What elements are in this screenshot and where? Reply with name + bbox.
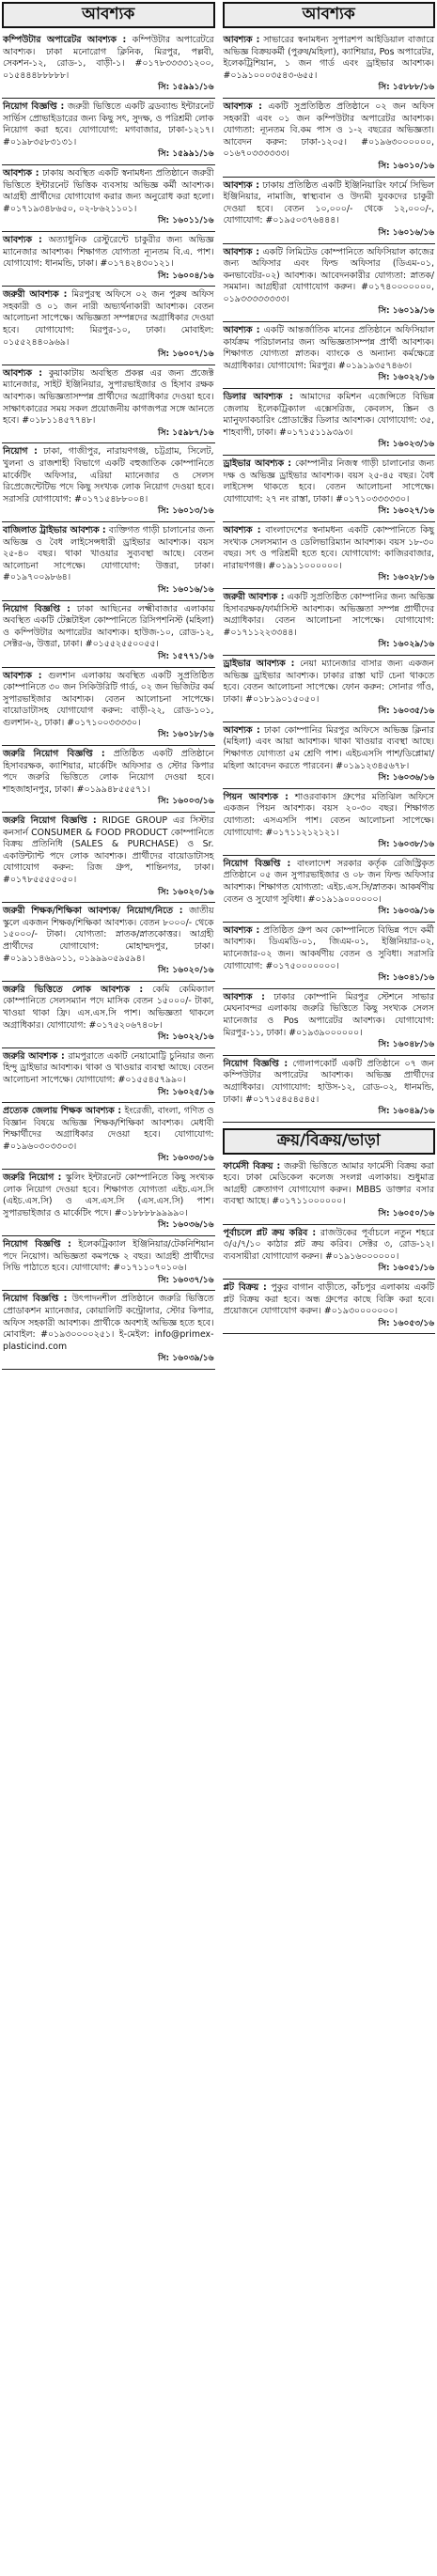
ad-code: সি: ১৬০১০/১৬ <box>378 161 434 171</box>
left-column <box>2 2 215 2574</box>
ad-body: স্কুলিং ইন্টারনেট কোম্পানিতে কিছু সংখ্যক লোক নিয়োগ দেওয়া হবে। শিক্ষাগত যোগ্যতা এইচ.এস.সি (এইচ.এস.সি) ও এস.এস.সি (এস.এস.সি) পাশ। সুপারভাইজার ও মার্কেটিং পদে। #০১৮৮৮৮৯৯৯৯০। <box>3 1172 214 1218</box>
classified-ad <box>223 1280 436 1334</box>
ad-code: সি: ১৫৯৯১/১৬ <box>158 83 214 93</box>
classified-ad <box>2 232 215 287</box>
ad-heading: প্রত্যেক জেলায় শিক্ষক আবশ্যক : <box>3 1106 122 1117</box>
ad-heading: নিয়োগ বিজ্ঞপ্তি : <box>223 1058 289 1069</box>
section-banner-wanted-left: আবশ্যক <box>2 2 215 28</box>
ad-code: সি: ১৬০৩৫/১৬ <box>378 706 434 717</box>
classified-ad <box>2 365 215 444</box>
classified-ad <box>2 1048 215 1103</box>
ad-body: শাওরবাকাস গ্রুপের মতিঝিল অফিসে একজন পিয়ন আবশ্যক। বয়স ২০-৩০ বছর। শিক্ষাগত যোগ্যতা: এসএসসি পাশ। বেতন আলোচনা সাপেক্ষে। যোগাযোগ: #০১৭১১২১২১২১। <box>223 791 434 838</box>
ad-code: সি: ১৬০২৩/১৬ <box>378 440 434 450</box>
ad-code: সি: ১৫৯৮৭/১৬ <box>158 427 214 438</box>
ad-code: সি: ১৬০৩৮/১৬ <box>378 840 434 850</box>
ad-body: প্রতিষ্ঠিত একটি প্রতিষ্ঠানে হিসাবরক্ষক, ক্যাশিয়ার, মার্কেটিং অফিসার ও স্টোর কিপার পদে জরুরি ভিত্তিতে লোক নিয়োগ দেওয়া হবে। শাহজাহানপুর, ঢাকা। #০১৯৯৪৮৫৫৫৭১। <box>3 749 214 795</box>
ad-heading: আবশ্যক : <box>223 101 262 112</box>
ad-heading: আবশ্যক : <box>223 724 260 736</box>
ad-code: সি: ১৬০২০/১৬ <box>158 887 214 897</box>
ad-body: ইলেকট্রিক্যাল ইঞ্জিনিয়ার/টেকনিশিয়ান পদে নিয়োগ। অভিজ্ঞতা কমপক্ষে ২ বছর। আগ্রহী প্রার্থীদের সিভি পাঠাতে হবে। যোগাযোগ: #০১৭১১০৭০১০৬। <box>3 1239 214 1274</box>
ad-heading: নিয়োগ বিজ্ঞপ্তি : <box>3 1294 68 1305</box>
right-ads-list <box>223 32 436 1123</box>
section-banner-buy-sell-rent: ক্রয়/বিক্রয়/ভাড়া <box>223 1128 436 1155</box>
classified-ad <box>2 746 215 813</box>
ad-heading: নিয়োগ : <box>3 446 38 458</box>
classified-ad <box>2 1291 215 1370</box>
ad-body: রামপুরাতে একটি নেয়ামোট্টি চুনিয়ার জন্য হিন্দু ড্রাইভার আবশ্যক। থাকা ও খাওয়ার ব্যবস্থা আছে। বেতন আলোচনা সাপেক্ষে। যোগাযোগ: #০১৫৫৪৫৭৯৯০। <box>3 1050 214 1085</box>
ad-heading: জরুরি আবশ্যক : <box>3 1050 65 1062</box>
ad-code: সি: ১৬০২৭/১৬ <box>378 506 434 517</box>
ad-heading: পিয়ন আবশ্যক : <box>223 791 289 802</box>
ad-heading: আবশ্যক : <box>3 670 42 681</box>
classified-ad <box>2 601 215 668</box>
ad-body: ঢাকা কোম্পানির মিরপুর অফিসে অভিজ্ঞ ক্লিনার (মহিলা) এবং আয়া আবশ্যক। থাকা খাওয়ার ব্যবস্থা আছে। শিক্ষাগত যোগ্যতা ৫ম শ্রেণি পাশ। এইচএসসি পাশ/ডিপ্লোমা/মহিলা আবেদন করতে পারবেন। #০১৯১২৩৪৫৬৭৮। <box>223 724 434 771</box>
classified-ad <box>2 903 215 982</box>
ad-body: বাংলাদেশ সরকার কর্তৃক রেজিস্ট্রিকৃত প্রতিষ্ঠানে ০৫ জন সুপারভাইজার ও ০৮ জন ফিল্ড অফিসার আবশ্যক। শিক্ষাগত যোগ্যতা: এইচ.এস.সি/স্নাতক। আকর্ষণীয় বেতন ও সুযোগ সুবিধা। #০১৯১৯০০০০০০। <box>223 858 434 905</box>
ad-body: অত্যাধুনিক রেস্টুরেন্টে চাকুরীর জন্য অভিজ্ঞ ম্যানেজার আবশ্যক। শিক্ষাগত যোগ্যতা ন্যূনতম বি.এ. পাশ। যোগাযোগ: ধানমন্ডি, ঢাকা। #০১৭৪২৪৩০১২১। <box>3 234 214 270</box>
classified-ad <box>2 1170 215 1236</box>
ad-code: সি: ১৬০১৯/১৬ <box>378 306 434 317</box>
ad-code: সি: ১৬০২৯/১৬ <box>378 640 434 650</box>
classified-ad <box>2 443 215 522</box>
right-column <box>223 2 436 2574</box>
ad-body: রাজউকের পূর্বাচলে নতুন শহরে ৩/৫/৭/১০ কাঠার প্লট ক্রয় করিব। সেক্টর ৩, রোড-১২। ব্যবসায়ীরা যোগাযোগ করুন। #০১৯১৬০০০০০০। <box>223 1227 434 1262</box>
ad-heading: নিয়োগ বিজ্ঞপ্তি : <box>3 603 70 614</box>
ad-code: সি: ১৬০২০/১৬ <box>158 966 214 976</box>
ad-code: সি: ১৬০৪১/১৬ <box>378 973 434 984</box>
columns <box>2 2 435 2574</box>
classified-ad <box>223 99 436 178</box>
ad-heading: জরুরী আবশ্যক : <box>223 591 285 602</box>
ad-heading: আবশ্যক : <box>223 246 259 257</box>
ad-body: জরুরী ভিত্তিতে আমার ফার্মেসী বিক্রয় করা হবে। ঢাকা মেডিকেল কলেজ সংলগ্ন এলাকায়। শুধুমাত্র আগ্রহী ক্রেতাগণ যোগাযোগ করুন। MBBS ডাক্তার বসার ব্যবস্থা আছে। #০১৭১১০০০০০০। <box>223 1160 434 1207</box>
ad-code: সি: ১৬০৫১/১৬ <box>378 1264 434 1274</box>
classified-ad <box>2 1103 215 1170</box>
ad-code: সি: ১৬০৩৭/১৬ <box>158 1275 214 1285</box>
ad-body: মিরপুরস্থ অফিসে ০২ জন পুরুষ অফিস সহকারী ও ০১ জন নারী অভ্যর্থনাকারী আবশ্যক। বেতন আলোচনা সাপেক্ষে। অভিজ্ঞতা সম্পন্নদের অগ্রাধিকার দেওয়া হবে। যোগাযোগ: মিরপুর-১০, ঢাকা। মোবাইল: ০১৫৫২৪৪০৯৬৯। <box>3 289 214 348</box>
ad-heading: নিয়োগ বিজ্ঞপ্তি : <box>3 101 65 112</box>
classified-ad <box>2 32 215 99</box>
classified-ad <box>2 813 215 903</box>
ad-body: বাংলাদেশের স্বনামধন্য একটি কোম্পানিতে কিছু সংখ্যক সেলসম্যান ও ডেলিভারিম্যান আবশ্যক। বয়স ১৮-৩০ বছর। সৎ ও পরিশ্রমী হতে হবে। যোগাযোগ: কাজিরবাজার, নারায়ণগঞ্জ। #০১৯১১০০০০০০। <box>223 524 434 571</box>
classified-ad <box>223 389 436 456</box>
ad-body: গুলশান এলাকায় অবস্থিত একটি সুপ্রতিষ্ঠিত কোম্পানিতে ৩০ জন সিকিউরিটি গার্ড, ০২ জন ভিজিটর কর্ম সুপারভাইজার আবশ্যক। বেতন আলোচনা সাপেক্ষে। বায়োডাটাসহ যোগাযোগ করুন: বাড়ী-২২, রোড-১০১, গুলশান-২, ঢাকা। #০১৭১০০৩৩৩৩০। <box>3 670 214 728</box>
classified-ad <box>2 982 215 1048</box>
ad-heading: আবশ্যক : <box>223 991 265 1002</box>
classified-ad <box>223 1158 436 1225</box>
classified-ad <box>223 656 436 722</box>
ad-heading: পূর্বাচলে প্লট ক্রয় করিব : <box>223 1227 317 1238</box>
ad-code: সি: ১৬০০৭/১৬ <box>158 349 214 360</box>
classified-ad <box>223 1225 436 1280</box>
ad-heading: বাজিলাত ট্রাইভার আবশ্যক : <box>3 524 106 535</box>
ad-heading: আবশ্যক : <box>223 325 260 336</box>
ad-code: সি: ১৬০১১/১৬ <box>158 216 214 226</box>
classified-ad <box>223 589 436 656</box>
ad-code: সি: ১৬০০৪/১৬ <box>158 271 214 281</box>
ad-body: ঢাকায় প্রতিষ্ঠিত একটি ইঞ্জিনিয়ারিং ফার্মে সিভিল ইঞ্জিনিয়ার, নামাজি, স্বাস্থ্যবান ও উদ্যমী যুবকদের চাকুরী দেওয়া হবে। বেতন ১০,০০০/- থেকে ১২,০০০/-, যোগাযোগ: #০১৯৫০৩৭৬৪৪৪। <box>223 179 434 226</box>
ad-code: সি: ১৬০১৩/১৬ <box>158 506 214 517</box>
ad-body: একটি আন্তর্জাতিক মানের প্রতিষ্ঠানে অফিসিয়াল কার্যক্রম পরিচালনার জন্য অভিজ্ঞতাসম্পন্ন প্রার্থী আবশ্যক। শিক্ষাগত যোগ্যতা স্নাতক। ব্যাংকে ও অন্যান্য কর্মক্ষেত্রে অগ্রাধিকার। যোগাযোগ: মিরপুর। #০১৯১৯৩৫৭৪৬৩। <box>223 325 434 371</box>
classified-ad <box>223 522 436 589</box>
ad-body: পুকুর বাগান বাড়ীতে, কাঁচপুর এলাকায় একটি প্লট বিক্রয় করা হবে। অন্ধ গ্রুপের কাছে বিক্রি করা হবে। প্রয়োজনে যোগাযোগ করুন। #০১৯৩০০০০০০০। <box>223 1282 434 1317</box>
ad-heading: ড্রাইভার আবশ্যক : <box>223 658 295 669</box>
ad-heading: নিয়োগ বিজ্ঞপ্তি : <box>223 858 291 869</box>
classified-ad <box>223 923 436 989</box>
ad-heading: ফার্মেসী বিক্রয় : <box>223 1160 281 1172</box>
classified-ad <box>223 322 436 389</box>
ad-heading: আবশ্যক : <box>223 35 260 45</box>
ad-body: প্রতিষ্ঠিত গ্রুপ অব কোম্পানিতে বিভিন্ন পদে কর্মী আবশ্যক। ডিএমডি-০১, জিএম-০১, ইঞ্জিনিয়ার-০২, ম্যানেজার-০২ জন। আকর্ষণীয় বেতন ও সুবিধা। সরাসরি যোগাযোগ: #০১৭৫০০০০০০০। <box>223 924 434 971</box>
ad-code: সি: ১৬০২২/১৬ <box>158 1032 214 1043</box>
ad-code: সি: ১৫৭৭১/১৬ <box>158 651 214 661</box>
classified-ad <box>2 99 215 165</box>
ad-body: ব্যক্তিগত গাড়ী চালানোর জন্য অভিজ্ঞ ও বৈধ লাইসেন্সধারী ড্রাইভার আবশ্যক। বয়স ২৫-৪০ বছর। থাকা খাওয়ার সুব্যবস্থা আছে। বেতন আলোচনা সাপেক্ষে। যোগাযোগ: উত্তরা, ঢাকা। #০১৯৭০০৯৮৬৪। <box>3 524 214 583</box>
ad-code: সি: ১৬০৩৩/১৬ <box>158 1154 214 1164</box>
ad-code: সি: ১৬০২৫/১৬ <box>158 1087 214 1097</box>
ad-code: সি: ১৬০২২/১৬ <box>378 373 434 383</box>
classified-ad <box>2 287 215 365</box>
classified-ad <box>2 522 215 601</box>
ad-heading: আবশ্যক : <box>3 167 39 178</box>
ad-heading: আবশ্যক : <box>223 924 260 936</box>
ad-heading: জরুরী আবশ্যক : <box>3 289 68 301</box>
ad-body: কেমি কেমিক্যাল কোম্পানিতে সেলসম্যান পদে মাসিক বেতন ১৫০০০/- টাকা, খাওয়া থাকা ফ্রি। এস.এস.সি পাশ। অভিজ্ঞতা থাকলে অগ্রাধিকার। যোগাযোগ: #০১৭৫২০৬৭৪০৮। <box>3 984 214 1031</box>
classified-ad <box>223 722 436 789</box>
ad-heading: ড্রাইভার আবশ্যক : <box>223 458 292 469</box>
classified-ad <box>2 1236 215 1291</box>
ad-code: সি: ১৬০১৬/১৬ <box>378 227 434 238</box>
ad-code: সি: ১৬০৩৯/১৬ <box>158 1354 214 1364</box>
ad-code: সি: ১৬০৪৮/১৬ <box>378 1040 434 1050</box>
left-ads-list <box>2 32 215 1370</box>
ad-body: সাভারের স্বনামধন্য সুপারশপ আইডিয়াল বাজারে অভিজ্ঞ বিক্রয়কর্মী (পুরুষ/মহিলা), ক্যাশিয়ার, Pos অপারেটর, ইলেকট্রিশিয়ান, ১ জন গার্ড এবং ড্রাইভার আবশ্যক। #০১৯১০০০৩৫৪৩-৬৫৫। <box>223 35 434 81</box>
ad-heading: জরুরি নিয়োগ বিজ্ঞপ্তি : <box>3 749 105 760</box>
classified-ad <box>223 32 436 99</box>
ad-body: কোম্পানীর নিজস্ব গাড়ী চালানোর জন্য দক্ষ ও অভিজ্ঞ ড্রাইভার আবশ্যক। বয়স ২৫-৪৫ বছর। বৈধ লাইসেন্স থাকতে হবে। বেতন আলোচনা সাপেক্ষে। যোগাযোগ: ২৭ নং রাস্তা, ঢাকা। #০১৭১০৩৩৩৩৩০। <box>223 458 435 504</box>
ad-body: উৎপাদনশীল প্রতিষ্ঠানে জরুরি ভিত্তিতে প্রোডাকশন ম্যানেজার, কোয়ালিটি কন্ট্রোলার, স্টোর কিপার, অফিস সহকারী আবশ্যক। প্রার্থীকে অবশ্যই অভিজ্ঞ হতে হবে। মোবাইল: #০১৯৩০০০০২৫১। ই-মেইল: info@primex-plasticind.com <box>3 1294 214 1352</box>
ad-body: একটি সুপ্রতিষ্ঠিত কোম্পানির জন্য অভিজ্ঞ হিসাবরক্ষক/ফার্মাসিস্ট আবশ্যক। অভিজ্ঞতা সম্পন্ন প্রার্থীদের অগ্রাধিকার। বেতন আলোচনা সাপেক্ষে। যোগাযোগ: #০১৭১১২২৩৩৪৪। <box>223 591 434 638</box>
ad-heading: আবশ্যক : <box>223 524 261 535</box>
ad-heading: জরুরি ভিত্তিতে লোক আবশ্যক : <box>3 984 144 995</box>
classified-ad <box>223 178 436 244</box>
ad-code: সি: ১৬০১৮/১৬ <box>158 730 214 740</box>
ad-code: সি: ১৬০৫০/১৬ <box>378 1209 434 1219</box>
classified-ad <box>2 668 215 747</box>
ad-body: ইংরেজী, বাংলা, গণিত ও বিজ্ঞান বিষয়ে অভিজ্ঞ শিক্ষক/শিক্ষিকা আবশ্যক। মেধাবী শিক্ষার্থীদের অগ্রাধিকার দেওয়া হবে। যোগাযোগ: #০১৯৬০৩০৩৩০৩। <box>3 1106 214 1152</box>
ad-heading: নিয়োগ বিজ্ঞপ্তি : <box>3 1239 71 1250</box>
classified-ad <box>223 1056 436 1123</box>
ad-body: ঢাকা আছিনের লক্ষ্মীবাজার এলাকায় অবস্থিত একটি টেক্সটাইল কোম্পানিতে রিসিপশনিস্ট (মহিলা) ও কম্পিউটার অপারেটর আবশ্যক। হাউজ-১০, রোড-১২, সেক্টর-৬, উত্তরা, ঢাকা। #০১৫৫২৫৫০০৫৫। <box>3 603 214 650</box>
ad-code: সি: ১৬০৩৬/১৬ <box>378 773 434 784</box>
ad-code: সি: ১৬০৫৩/১৬ <box>378 1318 434 1328</box>
classified-ad <box>223 244 436 323</box>
ad-heading: আবশ্যক : <box>3 367 42 379</box>
ad-body: জাতীয় স্কুলে একজন শিক্ষক/শিক্ষিকা আবশ্যক। বেতন ৮০০০/- থেকে ১৫০০০/- টাকা। যোগ্যতা: স্নাতক/স্নাতকোত্তর। আগ্রহী প্রার্থীদের যোগাযোগ: মোহাম্মদপুর, ঢাকা। #০১৯১১৪৬৯০১১, ০১৯৯৯০৫৯৫৯৪। <box>3 906 214 964</box>
ad-heading: জরুরী শিক্ষক/শিক্ষিকা আবশ্যক/ নিয়োগ/নিতে : <box>3 906 183 917</box>
buy-sell-ads-list <box>223 1158 436 1335</box>
ad-body: ঢাকার কোম্পানি মিরপুর স্টেশনে সাভার মেঘনাবন্দর এলাকায় জরুরি ভিত্তিতে কিছু সংখ্যক সেলস ম্যানেজার ও Pos অপারেটর আবশ্যক। যোগাযোগ: মিরপুর-১১, ঢাকা। #০১৯৩৯০০০০০০। <box>223 991 434 1038</box>
ad-body: কুয়াকাটায় অবস্থিত প্রকল্প এর জন্য প্রজেক্ট ম্যানেজার, সাইট ইঞ্জিনিয়ার, সুপারভাইজার ও হিসাব রক্ষক আবশ্যক। অভিজ্ঞতাসম্পন্ন প্রার্থীদের অগ্রাধিকার দেওয়া হবে। সাক্ষাৎকারের সময় সকল প্রয়োজনীয় কাগজপত্র সঙ্গে আনতে হবে। #০১৮১১৪৫৭৭৪৮। <box>3 367 214 427</box>
ad-code: সি: ১৬০৩৬/১৬ <box>158 1220 214 1231</box>
ad-body: ঢাকা, গাজীপুর, নারায়ণগঞ্জ, চট্টগ্রাম, সিলেট, খুলনা ও রাজশাহী বিভাগে একটি বহুজাতিক কোম্পানিতে মার্কেটিং অফিসার, এরিয়া ম্যানেজার ও সেলস রিপ্রেজেন্টেটিভ পদে কিছু সংখ্যক লোক নিয়োগ দেওয়া হবে। সরাসরি যোগাযোগ: #০১৭১৫৪৮৮০০৪। <box>3 446 214 504</box>
ad-heading: আবশ্যক : <box>223 179 260 191</box>
ad-body: গোলাপকোর্ট একটি প্রতিষ্ঠানে ০৭ জন কম্পিউটার অপারেটর আবশ্যক। অভিজ্ঞ প্রার্থীদের অগ্রাধিকার। যোগাযোগ: হাউস-১২, রোড-০২, ধানমন্ডি, ঢাকা। #০১৭১৫৪৫৪৫৪৫। <box>223 1058 434 1105</box>
ad-body: ঢাকায় অবস্থিত একটি স্বনামধন্য প্রতিষ্ঠানে জরুরী ভিত্তিতে ইন্টারনেট ভিত্তিক ব্যবসায় অভিজ্ঞ কর্মী আবশ্যক। আগ্রহী প্রার্থীদের যোগাযোগ করার জন্য অনুরোধ করা হলো। #০১৭১৯৩৪৮৬৫০, ০২-৮৬২১১০১। <box>3 167 214 214</box>
classified-ad <box>223 989 436 1056</box>
ad-body: নেয়া ম্যানেজার বাসার জন্য একজন অভিজ্ঞ ড্রাইভার আবশ্যক। ঢাকার রাস্তা ঘাট চেনা থাকতে হবে। বেতন আলোচনা সাপেক্ষে। ফোন করুন: সোনার গাঁও, ঢাকা। #০১৮১৯০১৫০৫০। <box>223 658 434 705</box>
section-banner-wanted-right: আবশ্যক <box>223 2 436 28</box>
ad-heading: কম্পিউটার অপারেটর আবশ্যক : <box>3 35 127 45</box>
ad-body: কম্পিউটার অপারেটরে আবশ্যক। ঢাকা মনোরোগ ক্লিনিক, মিরপুর, পল্লবী, সেকশন-১২, রোড-১, বাড়ী-১। #০১৭৮৩৩৩৩১২০০, ০১৫৪৪৪৮৮৮৮৮। <box>3 35 214 81</box>
ad-heading: জরুরি নিয়োগ : <box>3 1172 62 1184</box>
ad-heading: জরুরি নিয়োগ বিজ্ঞপ্তি : <box>3 815 97 827</box>
ad-code: সি: ১৫৮৮৮/১৬ <box>378 83 434 93</box>
ad-code: সি: ১৬০২৮/১৬ <box>378 573 434 583</box>
ad-code: সি: ১৬০৩৯/১৬ <box>378 907 434 917</box>
ad-heading: আবশ্যক : <box>3 234 42 245</box>
classified-ad <box>223 789 436 856</box>
ad-heading: প্লট বিক্রয় : <box>223 1282 267 1294</box>
ad-code: সি: ১৬০৪৯/১৬ <box>378 1107 434 1117</box>
classified-ad <box>2 165 215 232</box>
ad-code: সি: ১৫৯৯১/১৬ <box>158 149 214 160</box>
ad-code: সি: ১৬০০৩/১৬ <box>158 797 214 807</box>
ad-body: একটি সুপ্রতিষ্ঠিত প্রতিষ্ঠানে ০২ জন অফিস সহকারী এবং ০১ জন কম্পিউটার অপারেটর আবশ্যক। যোগ্যতা: ন্যূনতম বি.কম পাস ও ১-২ বছরের অভিজ্ঞতা। আবেদন করুন: ঢাকা-১২০৫। #০১৯৬৩০০০০০০, ০১৬৭০৩৩৩৩৩৩। <box>223 101 434 160</box>
ad-body: একটি লিমিটেড কোম্পানিতে অফিসিয়াল কাজের জন্য অফিসার এবং ফিল্ড অফিসার (ডিএম-০১, কনভাবেটর-০২) আবশ্যক। আবেদনকারীর যোগ্যতা: স্নাতক/সমমান। আগ্রহীরা যোগাযোগ করুন। #০১৭৪০০০০০০০, ০১৯৩৩৩৩৩৩৩৩। <box>223 246 434 304</box>
classified-ad <box>223 456 436 522</box>
ad-body: জরুরী ভিত্তিতে একটি ব্রডব্যান্ড ইন্টারনেট সার্ভিস প্রোভাইডারের জন্য কিছু সৎ, সুদক্ষ, ও পরিশ্রমী লোক নিয়োগ করা হবে। যোগাযোগ: মগবাজার, ঢাকা-১২১৭। #০১৯৮৩৫৮৩১৩১। <box>3 101 214 147</box>
classified-ad <box>223 856 436 923</box>
ad-code: সি: ১৬০১৬/১৬ <box>158 584 214 595</box>
ad-heading: ডিলার আবশ্যক : <box>223 392 293 403</box>
ad-body: আমাদের কমিশন এজেন্সিতে বিভিন্ন জেলায় ইলেকট্রিক্যাল এক্সেসরিজ, কেবলস, স্ক্রিন ও ম্যানুফ্যাকচারিং প্রোডাক্টের ডিলার আবশ্যক। যোগাযোগ: ৩৫, শাহবাগী, ঢাকা। #০১৭১৫১১৯৩৯৩। <box>223 392 434 438</box>
ad-body: RIDGE GROUP এর সিস্টার কনসার্ন CONSUMER & FOOD PRODUCT কোম্পানিতে বিক্রয় প্রতিনিধি (SALES & PURCHASE) ও Sr. একাউন্ট্যান্ট পদে লোক আবশ্যক। প্রার্থীদের বায়োডাটাসহ যোগাযোগ করুন: রিজ গ্রুপ, শান্তিনগর, ঢাকা। #০১৭৮৫৫৫৫০৫০। <box>3 815 214 885</box>
